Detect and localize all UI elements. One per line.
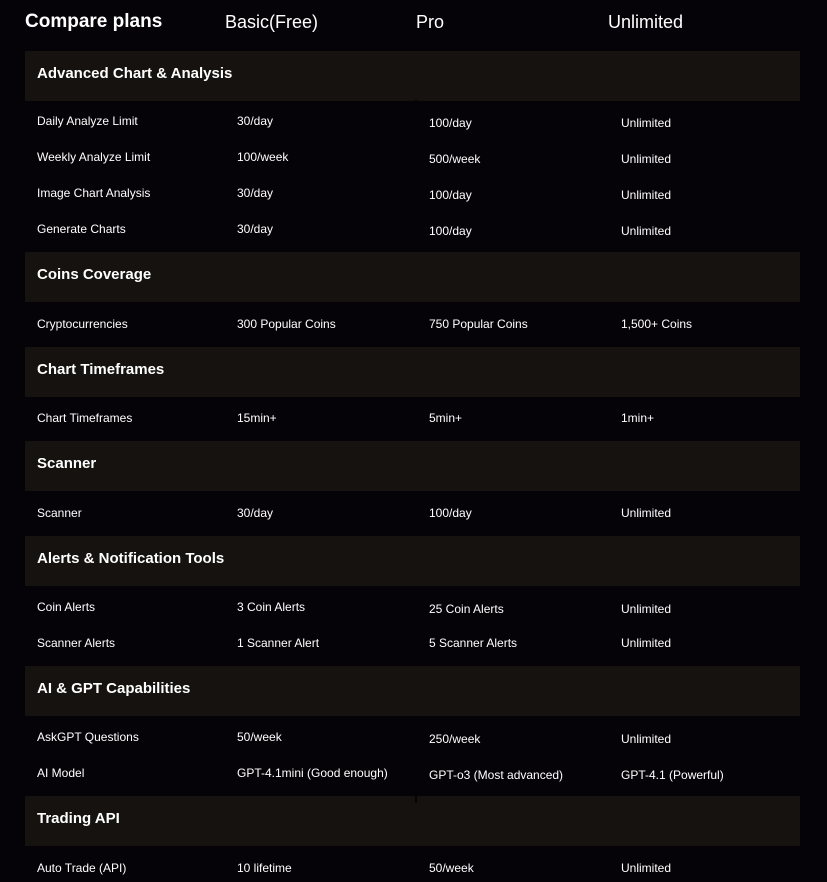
basic-value: 50/week [237, 730, 282, 744]
pro-value: 100/day [429, 188, 472, 202]
unlimited-value: 1,500+ Coins [621, 317, 693, 331]
feature-name: Chart Timeframes [37, 411, 133, 425]
feature-name: Coin Alerts [37, 600, 96, 614]
feature-name: Cryptocurrencies [37, 317, 128, 331]
table-row [0, 138, 827, 174]
basic-value: 10 lifetime [237, 861, 292, 875]
section-title: Trading API [37, 810, 120, 827]
unlimited-value: Unlimited [621, 636, 672, 650]
table-row [0, 102, 827, 138]
feature-name: AI Model [37, 766, 85, 780]
pro-value: 750 Popular Coins [429, 317, 528, 331]
unlimited-value: Unlimited [621, 602, 672, 616]
table-row [0, 588, 827, 624]
unlimited-value: Unlimited [621, 116, 672, 130]
feature-name: Scanner [37, 506, 82, 520]
pro-value: 50/week [429, 861, 474, 875]
pro-value: GPT-o3 (Most advanced) [429, 768, 564, 782]
feature-name: Generate Charts [37, 222, 126, 236]
unlimited-value: Unlimited [621, 732, 672, 746]
unlimited-value: Unlimited [621, 861, 672, 875]
feature-name: Weekly Analyze Limit [37, 150, 151, 164]
pro-value: 100/day [429, 506, 472, 520]
pro-value: 5min+ [429, 411, 463, 425]
section-header-ai-gpt [25, 666, 800, 716]
table-row [0, 494, 827, 530]
section-title: Coins Coverage [37, 266, 152, 283]
unlimited-value: Unlimited [621, 188, 672, 202]
unlimited-value: Unlimited [621, 224, 672, 238]
feature-name: AskGPT Questions [37, 730, 139, 744]
pro-value: 500/week [429, 152, 481, 166]
section-title: Chart Timeframes [37, 361, 165, 378]
basic-value: 1 Scanner Alert [237, 636, 320, 650]
basic-value: 30/day [237, 186, 274, 200]
section-title: AI & GPT Capabilities [37, 680, 191, 697]
feature-name: Daily Analyze Limit [37, 114, 138, 128]
section-title: Scanner [37, 455, 97, 472]
table-row [0, 210, 827, 246]
pro-value: 250/week [429, 732, 481, 746]
basic-value: 3 Coin Alerts [237, 600, 306, 614]
section-title: Alerts & Notification Tools [37, 550, 225, 567]
plan-header-unlimited: Unlimited [608, 12, 684, 32]
table-row [0, 718, 827, 754]
column-divider [415, 100, 417, 112]
basic-value: 30/day [237, 222, 274, 236]
section-title: Advanced Chart & Analysis [37, 65, 233, 82]
basic-value: 30/day [237, 506, 274, 520]
section-header-coins-coverage [25, 252, 800, 302]
feature-name: Scanner Alerts [37, 636, 116, 650]
basic-value: 30/day [237, 114, 274, 128]
table-row [0, 399, 827, 435]
pro-value: 25 Coin Alerts [429, 602, 504, 616]
compare-plans-header [0, 0, 827, 44]
unlimited-value: GPT-4.1 (Powerful) [621, 768, 724, 782]
basic-value: 15min+ [237, 411, 277, 425]
unlimited-value: 1min+ [621, 411, 655, 425]
unlimited-value: Unlimited [621, 152, 672, 166]
basic-value: 100/week [237, 150, 289, 164]
section-header-advanced-chart [25, 51, 800, 101]
page-title: Compare plans [25, 11, 163, 32]
feature-name: Auto Trade (API) [37, 861, 127, 875]
table-row [0, 624, 827, 660]
column-divider [415, 793, 417, 803]
section-header-chart-timeframes [25, 347, 800, 397]
pro-value: 5 Scanner Alerts [429, 636, 518, 650]
table-row [0, 754, 827, 790]
unlimited-value: Unlimited [621, 506, 672, 520]
pro-value: 100/day [429, 224, 472, 238]
feature-name: Image Chart Analysis [37, 186, 151, 200]
table-row [0, 849, 827, 882]
table-row [0, 305, 827, 341]
basic-value: 300 Popular Coins [237, 317, 336, 331]
table-row [0, 174, 827, 210]
pro-value: 100/day [429, 116, 472, 130]
plan-header-basic: Basic(Free) [225, 12, 319, 32]
section-header-trading-api [25, 796, 800, 846]
basic-value: GPT-4.1mini (Good enough) [237, 766, 388, 780]
section-header-alerts [25, 536, 800, 586]
section-header-scanner [25, 441, 800, 491]
plan-header-pro: Pro [416, 12, 445, 32]
